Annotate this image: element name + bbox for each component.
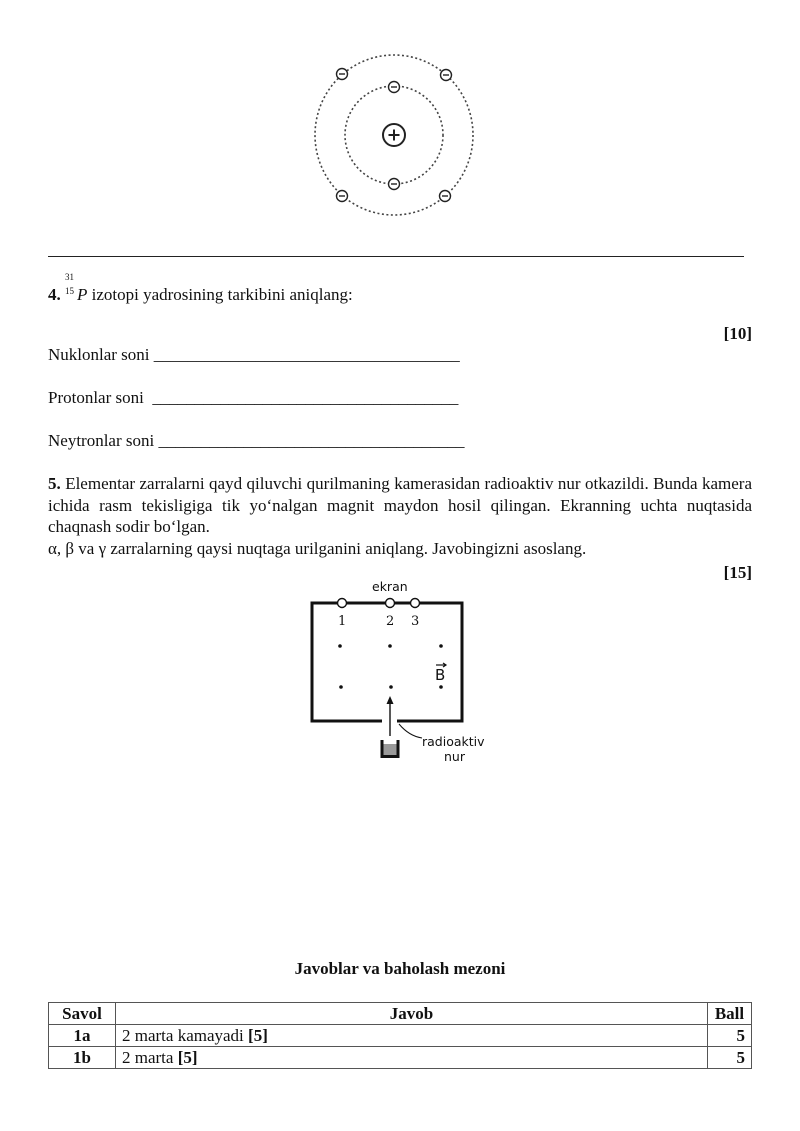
- field-label-b: B: [435, 666, 446, 684]
- chamber-diagram: [305, 578, 505, 768]
- header-ball: Ball: [708, 1003, 752, 1025]
- answer-cell: 2 marta kamayadi [5]: [116, 1025, 708, 1047]
- field-nuclons[interactable]: [48, 344, 460, 366]
- answer-cell: 2 marta [5]: [116, 1047, 708, 1069]
- table-row: [49, 1047, 752, 1069]
- point-label-2: 2: [386, 614, 395, 629]
- question-number: 5.: [48, 474, 61, 493]
- answer-blank: ____________________________________: [158, 431, 465, 450]
- radioactive-source: [381, 740, 400, 758]
- question-text: Elementar zarralarni qayd qiluvchi qurilmaning kamerasidan radioaktiv nur otkazildi. Bunda kamera ichida rasm tekisligiga tik yo‘nalgan magnit maydon hosil qilingan. Ekranning uchta nuqtasida chaqnash sodir bo‘lgan.: [48, 474, 752, 536]
- source-label-2: nur: [444, 749, 465, 764]
- nucleus: [383, 124, 405, 146]
- isotope-symbol: P: [77, 285, 88, 304]
- header-javob: Javob: [116, 1003, 708, 1025]
- source-pointer: [399, 724, 422, 738]
- field-label: Neytronlar soni: [48, 431, 155, 450]
- question-4-points: [10]: [723, 324, 752, 343]
- question-5: [48, 473, 752, 559]
- answers-title: Javoblar va baholash mezoni: [294, 959, 506, 978]
- question-task: α, β va γ zarralarning qaysi nuqtaga urilganini aniqlang. Javobingizni asoslang.: [48, 538, 587, 558]
- separator-line: [48, 256, 744, 257]
- ray-arrow: [387, 696, 394, 736]
- screen-label: ekran: [372, 579, 408, 594]
- field-neutrons[interactable]: [48, 430, 464, 452]
- mass-number: 31: [65, 272, 74, 282]
- field-label: Nuklonlar soni: [48, 345, 150, 364]
- answers-table: [48, 1002, 752, 1069]
- atom-diagram: [300, 50, 490, 225]
- question-4: [48, 272, 353, 306]
- question-number: 4.: [48, 285, 61, 304]
- field-label: Protonlar soni: [48, 388, 144, 407]
- source-label-1: radioaktiv: [422, 734, 485, 749]
- answer-blank: ____________________________________: [152, 388, 459, 407]
- point-label-1: 1: [338, 614, 347, 629]
- point-label-3: 3: [411, 614, 420, 629]
- magnetic-field-dots: [338, 644, 446, 689]
- question-text: izotopi yadrosining tarkibini aniqlang:: [91, 285, 353, 304]
- header-savol: Savol: [49, 1003, 116, 1025]
- answer-blank: ____________________________________: [153, 345, 460, 364]
- field-protons[interactable]: [48, 387, 458, 409]
- atomic-number: 15: [65, 286, 74, 296]
- question-id: 1b: [49, 1047, 116, 1069]
- ball-cell: 5: [708, 1025, 752, 1047]
- isotope-notation: [65, 272, 77, 300]
- table-row: [49, 1025, 752, 1047]
- question-id: 1a: [49, 1025, 116, 1047]
- question-5-points: [15]: [723, 563, 752, 582]
- ball-cell: 5: [708, 1047, 752, 1069]
- table-header-row: [49, 1003, 752, 1025]
